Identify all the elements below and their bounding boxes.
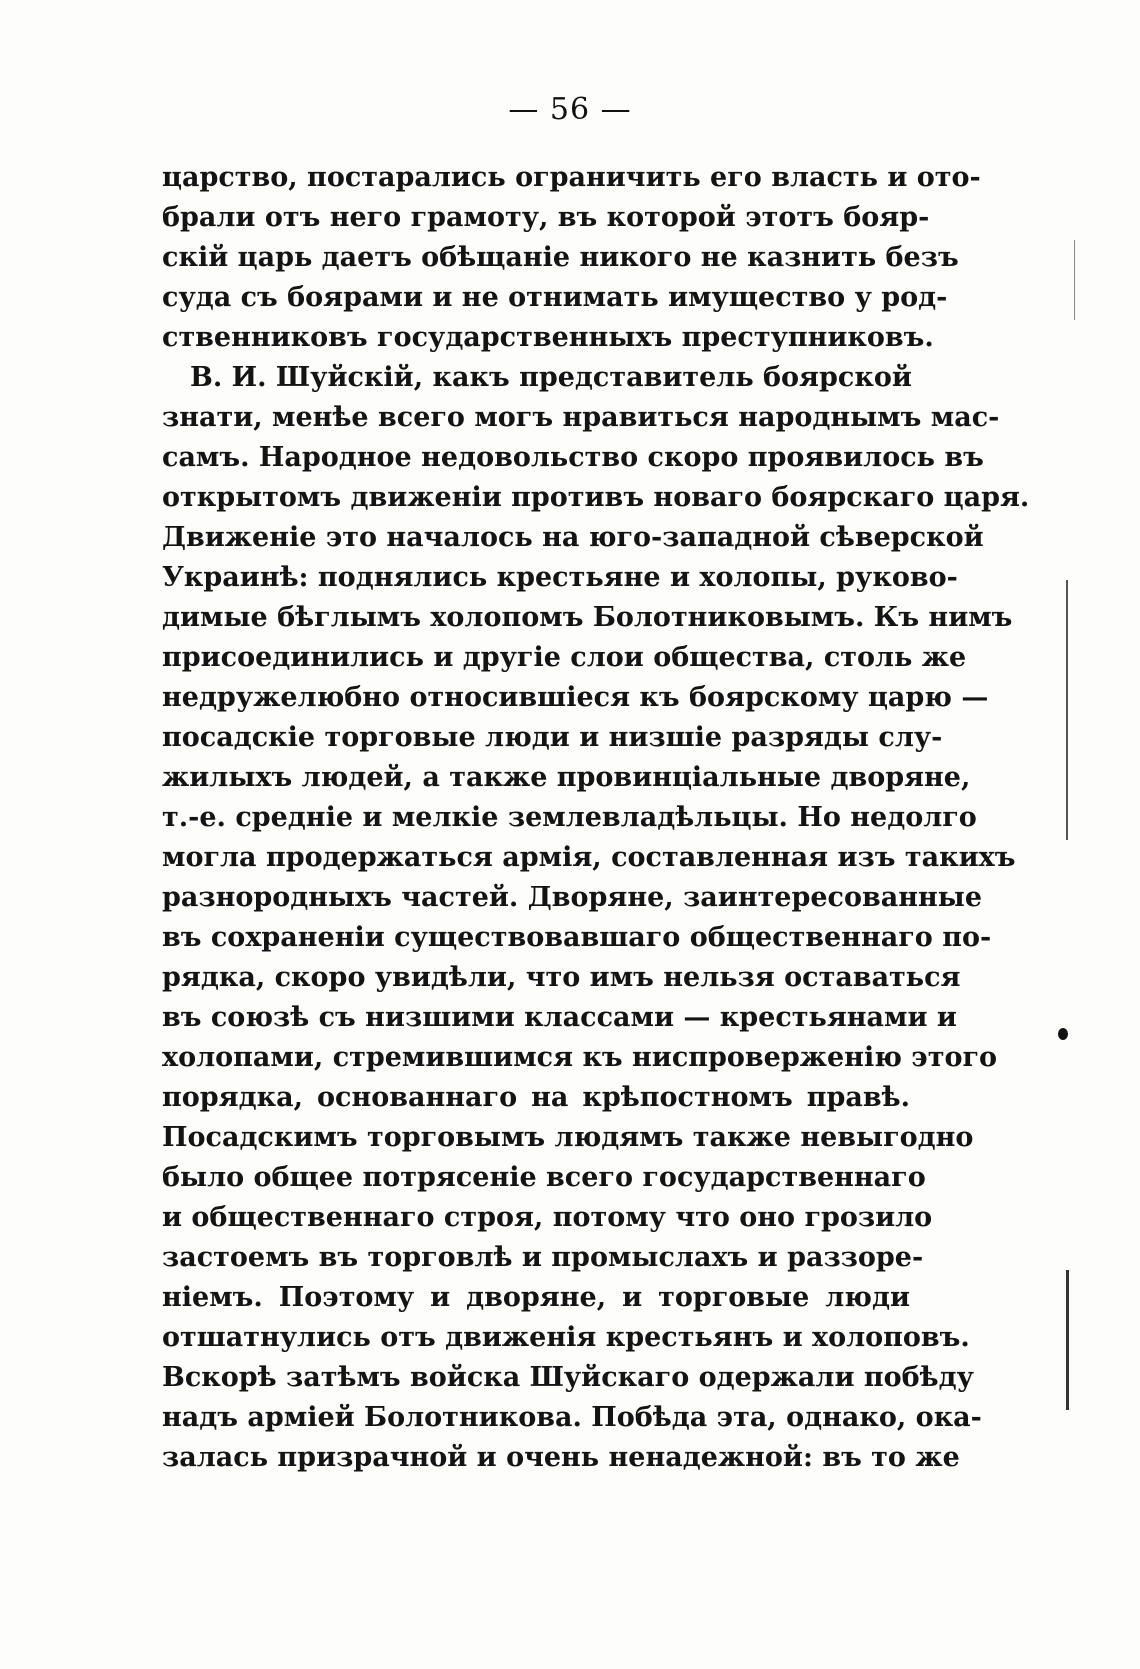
- text-line: знати, менѣе всего могъ нравиться народнымъ мас-: [162, 402, 1000, 433]
- text-line: посадскіе торговые люди и низшіе разряды слу-: [162, 722, 943, 753]
- text-line: Движеніе это началось на юго-западной сѣверской: [162, 522, 984, 553]
- text-line: разнородныхъ частей. Дворяне, заинтересованные: [162, 882, 983, 913]
- body-text: [162, 158, 1030, 1478]
- text-line: ніемъ. Поэтому и дворяне, и торговые люди: [162, 1282, 910, 1313]
- paragraph-first-line: В. И. Шуйскій, какъ представитель боярской: [190, 362, 912, 393]
- scan-artifact: [1066, 580, 1068, 840]
- text-line: жилыхъ людей, а также провинціальные дворяне,: [162, 762, 971, 793]
- text-line: порядка, основаннаго на крѣпостномъ правѣ.: [162, 1082, 910, 1113]
- text-line: могла продержаться армія, составленная изъ такихъ: [162, 842, 1016, 873]
- text-line: димые бѣглымъ холопомъ Болотниковымъ. Къ нимъ: [162, 602, 1013, 633]
- text-line: скій царь даетъ обѣщаніе никого не казнить безъ: [162, 242, 959, 273]
- text-line: отшатнулись отъ движенія крестьянъ и холоповъ.: [162, 1322, 970, 1353]
- text-line: было общее потрясеніе всего государственнаго: [162, 1162, 926, 1193]
- text-line: и общественнаго строя, потому что оно грозило: [162, 1202, 933, 1233]
- text-line: брали отъ него грамоту, въ которой этотъ бояр-: [162, 202, 930, 233]
- text-line: т.-е. средніе и мелкіе землевладѣльцы. Но недолго: [162, 802, 977, 833]
- text-line: царство, постарались ограничить его власть и ото-: [162, 162, 981, 193]
- text-line: самъ. Народное недовольство скоро проявилось въ: [162, 442, 984, 473]
- text-line: рядка, скоро увидѣли, что имъ нельзя оставаться: [162, 962, 961, 993]
- text-line: ственниковъ государственныхъ преступниковъ.: [162, 322, 934, 353]
- text-line: Украинѣ: поднялись крестьяне и холопы, руково-: [162, 562, 958, 593]
- text-line: надъ арміей Болотникова. Побѣда эта, однако, ока-: [162, 1402, 982, 1433]
- text-line: залась призрачной и очень ненадежной: въ то же: [162, 1442, 960, 1473]
- text-line: въ сохраненіи существовавшаго общественнаго по-: [162, 922, 992, 953]
- text-line: открытомъ движеніи противъ новаго боярскаго царя.: [162, 482, 1030, 513]
- scan-artifact: [1066, 1270, 1069, 1410]
- scan-artifact: [1074, 240, 1075, 320]
- text-line: застоемъ въ торговлѣ и промыслахъ и раззоре-: [162, 1242, 924, 1273]
- page-number: — 56 —: [508, 92, 632, 127]
- text-line: Вскорѣ затѣмъ войска Шуйскаго одержали побѣду: [162, 1362, 974, 1393]
- text-line: недружелюбно относившіеся къ боярскому царю —: [162, 682, 989, 713]
- text-line: холопами, стремившимся къ ниспроверженію этого: [162, 1042, 998, 1073]
- text-line: присоединились и другіе слои общества, столь же: [162, 642, 967, 673]
- text-line: суда съ боярами и не отнимать имущество у род-: [162, 282, 948, 313]
- text-line: Посадскимъ торговымъ людямъ также невыгодно: [162, 1122, 974, 1153]
- scan-artifact: [1058, 1028, 1068, 1040]
- text-line: въ союзѣ съ низшими классами — крестьянами и: [162, 1002, 957, 1033]
